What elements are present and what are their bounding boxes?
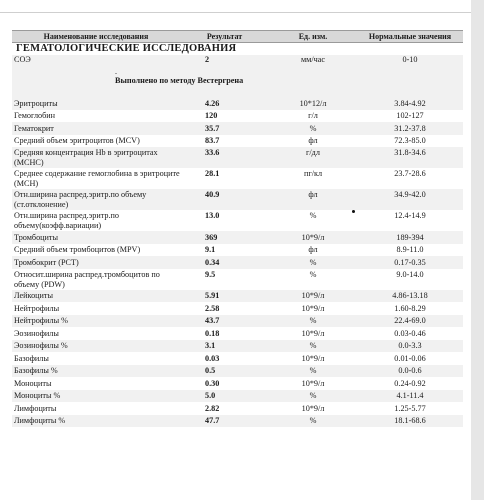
header-norm: Нормальные значения — [368, 32, 452, 41]
lab-results-table — [12, 30, 463, 427]
row-unit: г/л — [308, 111, 318, 120]
table-row — [12, 135, 463, 148]
row-unit: % — [309, 391, 317, 400]
row-name: Лейкоциты — [14, 291, 54, 300]
row-norm: 3.84-4.92 — [394, 98, 426, 108]
row-name: Эозинофилы % — [14, 341, 68, 350]
row-unit: мм/час — [300, 55, 326, 64]
table-row — [12, 315, 463, 328]
table-row — [12, 244, 463, 257]
row-result: 33.6 — [205, 148, 220, 157]
row-unit: % — [309, 316, 317, 325]
row-unit: % — [309, 123, 317, 133]
row-result: 2.82 — [205, 403, 220, 413]
row-name: Эозинофилы — [14, 328, 59, 338]
row-unit: фл — [308, 136, 318, 145]
row-norm: 22.4-69.0 — [394, 316, 426, 325]
row-norm: 31.2-37.8 — [394, 123, 426, 133]
row-unit: 10*9/л — [301, 353, 325, 363]
table-row — [12, 402, 463, 415]
table-row — [12, 256, 463, 269]
row-result: 5.0 — [205, 391, 216, 400]
row-norm: 1.60-8.29 — [394, 303, 426, 313]
row-name: СОЭ — [14, 55, 31, 64]
row-norm: 0.24-0.92 — [394, 378, 426, 388]
row-name: Относит.ширина распред.тромбоцитов по объему (PDW) — [14, 269, 160, 289]
row-result: 0.5 — [205, 366, 216, 375]
table-row — [12, 210, 463, 231]
header-result: Результат — [206, 32, 243, 41]
row-result: 47.7 — [205, 416, 220, 425]
row-norm: 0.0-3.3 — [398, 341, 422, 350]
row-name: Гематокрит — [14, 123, 54, 133]
table-row — [12, 269, 463, 290]
row-norm: 31.8-34.6 — [394, 148, 426, 157]
row-unit: 10*9/л — [301, 303, 325, 313]
row-name: Лимфоциты — [14, 403, 57, 413]
row-norm: 0.0-0.6 — [398, 366, 422, 375]
row-result: 0.30 — [205, 378, 220, 388]
row-result: 4.26 — [205, 98, 220, 108]
row-unit: 10*9/л — [301, 378, 325, 388]
row-unit: 10*9/л — [301, 328, 325, 338]
row-result: 369 — [205, 232, 218, 242]
row-name: Тромбоциты — [14, 232, 59, 242]
row-unit: % — [309, 211, 317, 220]
results-rows — [12, 97, 463, 427]
row-result: 9.5 — [205, 269, 216, 279]
table-row — [12, 122, 463, 135]
table-row — [12, 231, 463, 244]
viewer-scroll-edge[interactable] — [471, 0, 484, 500]
row-name: Базофилы — [14, 353, 49, 363]
row-unit: 10*9/л — [301, 291, 325, 300]
row-norm: 8.9-11.0 — [396, 245, 424, 254]
row-unit: пг/кл — [303, 169, 323, 178]
row-result: 43.7 — [205, 316, 220, 325]
bullet-dot: . — [115, 67, 117, 76]
table-row — [12, 302, 463, 315]
row-result: 35.7 — [205, 123, 220, 133]
row-norm: 34.9-42.0 — [394, 190, 426, 199]
row-name: Тромбокрит (PCT) — [14, 257, 79, 267]
row-unit: % — [309, 257, 317, 267]
header-unit: Ед. изм. — [298, 32, 328, 41]
row-name: Средний объем тромбоцитов (MPV) — [14, 245, 141, 254]
row-norm: 18.1-68.6 — [394, 416, 426, 425]
row-norm: 102-127 — [396, 111, 424, 120]
row-result: 0.34 — [205, 257, 220, 267]
row-unit: % — [309, 269, 317, 279]
row-result: 28.1 — [205, 169, 220, 178]
row-norm: 4.1-11.4 — [396, 391, 424, 400]
row-name: Нейтрофилы — [14, 303, 60, 313]
row-name: Средняя концентрация Hb в эритроцитах (MCHC) — [14, 148, 158, 167]
row-norm: 189-394 — [396, 232, 424, 242]
row-norm: 0-10 — [402, 55, 418, 64]
row-name: Моноциты — [14, 378, 52, 388]
row-unit: 10*9/л — [301, 232, 325, 242]
row-result: 9.1 — [205, 245, 216, 254]
stray-dot — [352, 210, 355, 213]
row-name: Эритроциты — [14, 98, 58, 108]
row-result: 3.1 — [205, 341, 216, 350]
table-header — [12, 30, 463, 43]
row-norm: 0.01-0.06 — [394, 353, 426, 363]
row-name: Отн.ширина распред.эритр.по объему(коэфф.вариации) — [14, 211, 120, 230]
row-norm: 4.86-13.18 — [392, 291, 428, 300]
row-unit: 10*12/л — [299, 98, 327, 108]
section-title: ГЕМАТОЛОГИЧЕСКИЕ ИССЛЕДОВАНИЯ — [16, 43, 237, 54]
row-result: 2 — [205, 55, 210, 64]
row-norm: 12.4-14.9 — [394, 211, 426, 220]
row-name: Нейтрофилы % — [14, 316, 68, 325]
table-row — [12, 189, 463, 210]
table-row-sed — [12, 55, 463, 97]
row-result: 83.7 — [205, 136, 220, 145]
row-unit: % — [309, 416, 317, 425]
row-result: 0.03 — [205, 353, 220, 363]
table-row — [12, 352, 463, 365]
table-row — [12, 290, 463, 303]
row-unit: фл — [308, 245, 318, 254]
row-unit: фл — [308, 190, 318, 199]
table-row — [12, 327, 463, 340]
row-result: 120 — [205, 111, 218, 120]
row-unit: % — [309, 341, 317, 350]
row-norm: 1.25-5.77 — [394, 403, 426, 413]
table-row — [12, 110, 463, 123]
method-note: Выполнено по методу Вестергрена — [115, 76, 244, 85]
row-unit: г/дл — [306, 148, 320, 157]
row-unit: 10*9/л — [301, 403, 325, 413]
row-name: Моноциты % — [14, 391, 61, 400]
row-norm: 0.17-0.35 — [394, 257, 426, 267]
table-row — [12, 340, 463, 353]
row-norm: 72.3-85.0 — [394, 136, 426, 145]
table-row — [12, 415, 463, 428]
table-row — [12, 377, 463, 390]
row-norm: 23.7-28.6 — [394, 169, 426, 178]
row-result: 13.0 — [205, 211, 220, 220]
row-result: 40.9 — [205, 190, 220, 199]
header-name: Наименование исследования — [43, 32, 149, 41]
row-result: 5.91 — [205, 291, 220, 300]
row-name: Лимфоциты % — [14, 416, 66, 425]
table-row — [12, 365, 463, 378]
row-name: Базофилы % — [14, 366, 58, 375]
row-norm: 9.0-14.0 — [396, 269, 424, 279]
table-row — [12, 97, 463, 110]
row-result: 2.58 — [205, 303, 220, 313]
table-row — [12, 168, 463, 189]
row-name: Средний объем эритроцитов (MCV) — [14, 136, 140, 145]
previous-page-edge — [0, 0, 471, 13]
row-name: Гемоглобин — [14, 111, 56, 120]
row-unit: % — [309, 366, 317, 375]
row-name: Среднее содержание гемоглобина в эритроците (MCH) — [14, 169, 180, 188]
row-name: Отн.ширина распред.эритр.по объему (ст.отклонение) — [14, 190, 147, 209]
table-row — [12, 147, 463, 168]
table-row — [12, 390, 463, 403]
row-norm: 0.03-0.46 — [394, 328, 426, 338]
row-result: 0.18 — [205, 328, 220, 338]
